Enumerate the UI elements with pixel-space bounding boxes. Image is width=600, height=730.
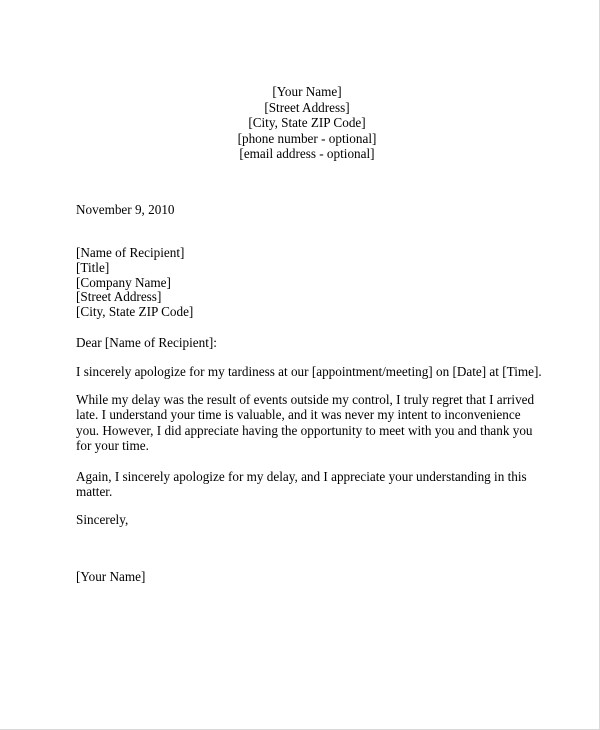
closing: Sincerely, <box>76 512 129 527</box>
letter-date: November 9, 2010 <box>76 202 175 217</box>
body-paragraph-1: I sincerely apologize for my tardiness at our [appointment/meeting] on [Date] at [Time]. <box>76 364 542 379</box>
sender-email: [email address - optional] <box>239 146 375 161</box>
body-paragraph-2: While my delay was the result of events outside my control, I truly regret that I arrived late. I understand your time is valuable, and it was never my intent to inconvenience you. However, I did appreciate having the opportunity to meet with you and thank you for your time. <box>76 392 535 453</box>
signature-name: [Your Name] <box>76 569 146 584</box>
recipient-city-state-zip: [City, State ZIP Code] <box>76 304 194 320</box>
recipient-address-block <box>76 246 193 320</box>
sender-phone: [phone number - optional] <box>237 130 377 146</box>
salutation: Dear [Name of Recipient]: <box>76 335 217 350</box>
recipient-street: [Street Address] <box>76 289 162 305</box>
sender-city-state-zip: [City, State ZIP Code] <box>248 115 366 130</box>
body-paragraph-3: Again, I sincerely apologize for my delay, and I appreciate your understanding in this matter. <box>76 469 527 500</box>
recipient-company: [Company Name] <box>76 274 171 290</box>
sender-street: [Street Address] <box>264 99 350 115</box>
sender-address-block <box>0 84 600 162</box>
recipient-title: [Title] <box>76 259 110 275</box>
sender-name: [Your Name] <box>272 84 342 99</box>
recipient-name: [Name of Recipient] <box>76 245 185 260</box>
